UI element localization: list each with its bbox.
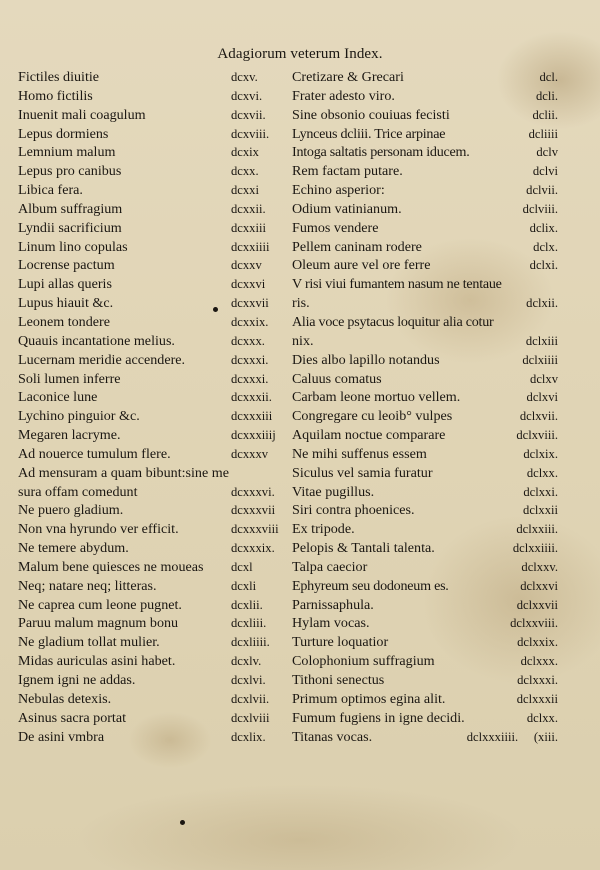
entry-number: dcliiii bbox=[528, 126, 558, 141]
index-entry bbox=[18, 728, 281, 747]
entry-number: dclix. bbox=[529, 220, 558, 235]
index-entry bbox=[292, 388, 558, 407]
entry-term: Non vna hyrundo ver efficit. bbox=[18, 521, 179, 538]
index-entry bbox=[292, 464, 558, 483]
entry-number: dcxvi. bbox=[231, 88, 263, 103]
index-entry bbox=[292, 238, 558, 257]
index-entry bbox=[292, 445, 558, 464]
entry-term: Locrense pactum bbox=[18, 257, 115, 274]
index-entry bbox=[18, 388, 281, 407]
index-entry bbox=[18, 275, 281, 294]
entry-number: dcl. bbox=[539, 70, 558, 84]
index-entry bbox=[18, 200, 281, 219]
index-entry bbox=[18, 407, 281, 426]
index-entry bbox=[18, 501, 281, 520]
entry-term: Lucernam meridie accendere. bbox=[18, 351, 186, 368]
index-entry bbox=[292, 143, 558, 162]
entry-term: Album suffragium bbox=[18, 200, 123, 217]
index-column-right bbox=[292, 68, 558, 746]
index-entry bbox=[18, 219, 281, 238]
entry-term: Colophonium suffragium bbox=[292, 653, 435, 670]
entry-number: dclxxxi. bbox=[517, 673, 558, 687]
index-entry bbox=[292, 577, 558, 596]
entry-term: Ne mihi suffenus essem bbox=[292, 445, 427, 462]
entry-term: Rem factam putare. bbox=[292, 163, 403, 180]
entry-term: Homo fictilis bbox=[18, 87, 93, 104]
index-entry bbox=[18, 238, 281, 257]
entry-term: Parnissaphula. bbox=[292, 596, 374, 613]
entry-number: dcxxxv bbox=[231, 446, 269, 461]
entry-number: dcxxix. bbox=[231, 314, 269, 329]
index-entry bbox=[18, 577, 281, 596]
entry-term: Frater adesto viro. bbox=[292, 87, 395, 104]
entry-number: dclxviii. bbox=[516, 428, 558, 443]
entry-term: Ad mensuram a quam bibunt:sine me bbox=[18, 464, 229, 481]
entry-term: Leonem tondere bbox=[18, 313, 110, 330]
entry-term: Siri contra phoenices. bbox=[292, 502, 415, 519]
index-entry bbox=[292, 558, 558, 577]
index-entry bbox=[18, 332, 281, 351]
index-entry bbox=[292, 520, 558, 539]
entry-number: dclvii. bbox=[526, 183, 558, 198]
entry-term: Soli lumen inferre bbox=[18, 370, 121, 387]
entry-number: dclv bbox=[536, 145, 558, 160]
entry-number: dclxxiii. bbox=[516, 522, 558, 537]
entry-term: Lyndii sacrificium bbox=[18, 219, 122, 236]
entry-number: dcxxiii bbox=[231, 220, 266, 235]
entry-number: dclxxvii bbox=[516, 597, 558, 612]
entry-term: Congregare cu leoib° vulpes bbox=[292, 408, 453, 425]
index-entry bbox=[18, 87, 281, 106]
entry-number: dcxxii. bbox=[231, 201, 266, 216]
entry-term: ris. bbox=[292, 295, 310, 312]
entry-term: Inuenit mali coagulum bbox=[18, 106, 146, 123]
ink-blot bbox=[180, 820, 185, 825]
entry-term: Nebulas detexis. bbox=[18, 690, 112, 707]
entry-term: Ad nouerce tumulum flere. bbox=[18, 445, 171, 462]
entry-term: Fumum fugiens in igne decidi. bbox=[292, 709, 465, 726]
entry-term: Vitae pugillus. bbox=[292, 483, 375, 500]
entry-number: dclxxv. bbox=[521, 559, 558, 574]
entry-number: dclx. bbox=[533, 239, 558, 254]
entry-number: dcxxxiii bbox=[231, 409, 273, 424]
entry-number: dclxxvi bbox=[520, 578, 558, 593]
index-entry bbox=[18, 426, 281, 445]
entry-number: dcxl bbox=[231, 559, 253, 574]
index-column-left bbox=[18, 68, 281, 746]
ink-blot bbox=[213, 307, 218, 312]
entry-number: dcxli bbox=[231, 578, 257, 593]
index-entry bbox=[292, 407, 558, 426]
index-entry bbox=[18, 294, 281, 313]
entry-term: Malum bene quiesces ne moueas bbox=[18, 558, 204, 575]
index-entry bbox=[292, 106, 558, 125]
entry-term: Lepus dormiens bbox=[18, 125, 109, 142]
index-entry bbox=[292, 200, 558, 219]
index-entry bbox=[18, 370, 281, 389]
index-entry bbox=[292, 539, 558, 558]
entry-number: dcxviii. bbox=[231, 126, 270, 141]
entry-term: Ne caprea cum leone pugnet. bbox=[18, 596, 182, 613]
entry-term: Odium vatinianum. bbox=[292, 200, 402, 217]
entry-term: Ne puero gladium. bbox=[18, 502, 124, 519]
index-entry bbox=[18, 181, 281, 200]
entry-number: dclxxiiii. bbox=[512, 541, 558, 556]
index-entry bbox=[292, 219, 558, 238]
index-entry bbox=[292, 483, 558, 502]
entry-number: dcxlv. bbox=[231, 654, 262, 669]
entry-term: Ignem igni ne addas. bbox=[18, 672, 136, 688]
entry-term: Dies albo lapillo notandus bbox=[292, 351, 440, 368]
entry-term: Talpa caecior bbox=[292, 558, 368, 575]
entry-term: Neq; natare neq; litteras. bbox=[18, 577, 157, 594]
index-entry bbox=[292, 313, 558, 332]
entry-term: Ne gladium tollat mulier. bbox=[18, 634, 160, 651]
entry-number: dcxliiii. bbox=[231, 635, 270, 650]
index-entry bbox=[292, 351, 558, 370]
index-entry bbox=[292, 370, 558, 389]
entry-number: dcxxx. bbox=[231, 333, 265, 348]
index-entry bbox=[18, 558, 281, 577]
entry-number: dclxv bbox=[530, 371, 558, 386]
index-entry bbox=[292, 652, 558, 671]
entry-term: De asini vmbra bbox=[18, 728, 105, 745]
index-entry bbox=[292, 87, 558, 106]
index-entry bbox=[18, 464, 281, 483]
index-entry bbox=[292, 501, 558, 520]
entry-term: Sine obsonio couiuas fecisti bbox=[292, 106, 450, 123]
entry-term: Titanas vocas. bbox=[292, 728, 373, 745]
index-entry bbox=[292, 162, 558, 181]
entry-term: Primum optimos egina alit. bbox=[292, 690, 446, 707]
entry-term: Pellem caninam rodere bbox=[292, 238, 422, 255]
entry-term: sura offam comedunt bbox=[18, 483, 138, 500]
entry-term: Fumos vendere bbox=[292, 219, 379, 236]
entry-term: Aquilam noctue comparare bbox=[292, 427, 446, 444]
entry-number: dcxxxii. bbox=[231, 390, 272, 405]
index-entry bbox=[18, 351, 281, 370]
index-entry bbox=[292, 181, 558, 200]
entry-term: Alia voce psytacus loquitur alia cotur bbox=[292, 313, 494, 330]
entry-number: dclxxxii bbox=[516, 691, 558, 706]
entry-number: dcxlviii bbox=[231, 710, 270, 725]
entry-term: Siculus vel samia furatur bbox=[292, 464, 433, 481]
index-entry bbox=[18, 256, 281, 275]
index-entry bbox=[18, 633, 281, 652]
entry-number: dclxxx. bbox=[520, 654, 558, 669]
entry-number: dcxliii. bbox=[231, 616, 267, 631]
entry-term: Oleum aure vel ore ferre bbox=[292, 257, 431, 274]
entry-number: dclxvi bbox=[526, 390, 558, 405]
index-entry bbox=[292, 633, 558, 652]
entry-number: dcxxxviii bbox=[231, 522, 279, 537]
entry-number: dcxxiiii bbox=[231, 239, 270, 254]
index-entry bbox=[292, 294, 558, 313]
entry-term: Megaren lacryme. bbox=[18, 427, 121, 444]
index-entry bbox=[18, 596, 281, 615]
entry-number: dclxx. bbox=[526, 710, 558, 725]
index-entry bbox=[18, 68, 281, 87]
entry-term: Lupus hiauit &c. bbox=[18, 295, 114, 312]
entry-number: dcxx. bbox=[231, 164, 259, 179]
entry-term: Tithoni senectus bbox=[292, 672, 385, 688]
entry-number-value: dclxxxiiii. bbox=[466, 729, 519, 744]
entry-term: Linum lino copulas bbox=[18, 238, 128, 255]
index-entry bbox=[292, 596, 558, 615]
index-entry bbox=[292, 125, 558, 144]
entry-term: Asinus sacra portat bbox=[18, 709, 127, 726]
entry-term: Intoga saltatis personam iducem. bbox=[292, 144, 470, 161]
index-entry bbox=[292, 426, 558, 445]
index-entry bbox=[18, 690, 281, 709]
index-entry bbox=[292, 614, 558, 633]
entry-number: dcxlvi. bbox=[231, 673, 266, 687]
index-entry bbox=[18, 313, 281, 332]
entry-number: dcxxvii bbox=[231, 296, 269, 311]
index-entry bbox=[18, 709, 281, 728]
entry-number bbox=[467, 728, 558, 747]
entry-number: dcli. bbox=[535, 88, 558, 103]
entry-number: dcxvii. bbox=[231, 107, 266, 122]
index-entry bbox=[292, 728, 558, 747]
entry-term: Paruu malum magnum bonu bbox=[18, 615, 179, 632]
entry-term: Lychino pinguior &c. bbox=[18, 408, 140, 425]
entry-term: Echino asperior: bbox=[292, 182, 385, 199]
entry-term: Carbam leone mortuo vellem. bbox=[292, 389, 461, 406]
entry-term: Cretizare & Grecari bbox=[292, 69, 404, 85]
entry-number: dclxix. bbox=[523, 446, 558, 461]
index-entry bbox=[18, 445, 281, 464]
entry-number: dclxiii bbox=[525, 333, 558, 348]
index-entry bbox=[18, 614, 281, 633]
index-entry bbox=[18, 652, 281, 671]
entry-number: dcxxi bbox=[231, 183, 259, 198]
index-entry bbox=[292, 709, 558, 728]
index-entry bbox=[292, 332, 558, 351]
entry-term: Laconice lune bbox=[18, 389, 98, 406]
entry-number: dclxxix. bbox=[517, 635, 558, 650]
entry-number: dcxv. bbox=[231, 70, 258, 84]
entry-term: Caluus comatus bbox=[292, 370, 382, 387]
index-entry bbox=[18, 671, 281, 690]
entry-number: dclxx. bbox=[526, 465, 558, 480]
entry-term: Libica fera. bbox=[18, 182, 83, 199]
index-entry bbox=[18, 539, 281, 558]
entry-term: Lepus pro canibus bbox=[18, 163, 122, 180]
entry-term: Lupi allas queris bbox=[18, 276, 112, 293]
entry-number: dcxlvii. bbox=[231, 691, 270, 706]
entry-number: dclviii. bbox=[522, 201, 558, 216]
entry-number: dclvi bbox=[532, 164, 558, 179]
entry-term: Ex tripode. bbox=[292, 521, 355, 538]
entry-term: V risi viui fumantem nasum ne tentaue bbox=[292, 276, 502, 293]
index-entry bbox=[18, 106, 281, 125]
index-entry bbox=[18, 143, 281, 162]
entry-term: nix. bbox=[292, 332, 314, 349]
entry-number: dcxix bbox=[231, 145, 259, 160]
entry-term: Midas auriculas asini habet. bbox=[18, 653, 176, 670]
entry-number: dclxii. bbox=[526, 296, 558, 311]
entry-term: Hylam vocas. bbox=[292, 615, 370, 632]
index-entry bbox=[18, 162, 281, 181]
entry-number: dcxxvi bbox=[231, 277, 266, 292]
entry-term: Ne temere abydum. bbox=[18, 540, 129, 557]
index-entry bbox=[292, 275, 558, 294]
entry-number: dcxxxi. bbox=[231, 352, 269, 367]
entry-number: dclii. bbox=[532, 107, 558, 122]
index-entry bbox=[18, 125, 281, 144]
entry-number: dcxxxiiij bbox=[231, 428, 276, 443]
entry-number: dcxxxvi. bbox=[231, 484, 275, 499]
entry-number: dclxiiii bbox=[522, 352, 558, 367]
entry-number: dclxi. bbox=[529, 258, 558, 273]
index-entry bbox=[292, 68, 558, 87]
entry-term: Lemnium malum bbox=[18, 144, 116, 161]
entry-number: dclxvii. bbox=[519, 409, 558, 424]
entry-number: dcxlix. bbox=[231, 729, 266, 744]
index-entry bbox=[18, 483, 281, 502]
entry-number: dclxxviii. bbox=[510, 616, 558, 631]
entry-term: Ephyreum seu dodoneum es. bbox=[292, 577, 449, 594]
index-entry bbox=[292, 256, 558, 275]
entry-term: Lynceus dcliii. Trice arpinae bbox=[292, 125, 446, 142]
page-title: Adagiorum veterum Index. bbox=[217, 46, 383, 62]
entry-number: dcxlii. bbox=[231, 597, 263, 612]
entry-term: Pelopis & Tantali talenta. bbox=[292, 540, 435, 557]
entry-number: dcxxxi. bbox=[231, 371, 269, 386]
index-entry bbox=[292, 690, 558, 709]
entry-number: dcxxxvii bbox=[231, 503, 276, 518]
page-signature: (xiii. bbox=[533, 729, 558, 744]
entry-number: dcxxxix. bbox=[231, 541, 275, 556]
entry-term: Fictiles diuitie bbox=[18, 69, 100, 85]
entry-term: Quauis incantatione melius. bbox=[18, 332, 175, 349]
index-entry bbox=[18, 520, 281, 539]
index-entry bbox=[292, 671, 558, 690]
entry-term: Turture loquatior bbox=[292, 634, 389, 651]
entry-number: dclxxii bbox=[523, 503, 558, 518]
entry-number: dcxxv bbox=[231, 258, 262, 273]
entry-number: dclxxi. bbox=[523, 484, 558, 499]
